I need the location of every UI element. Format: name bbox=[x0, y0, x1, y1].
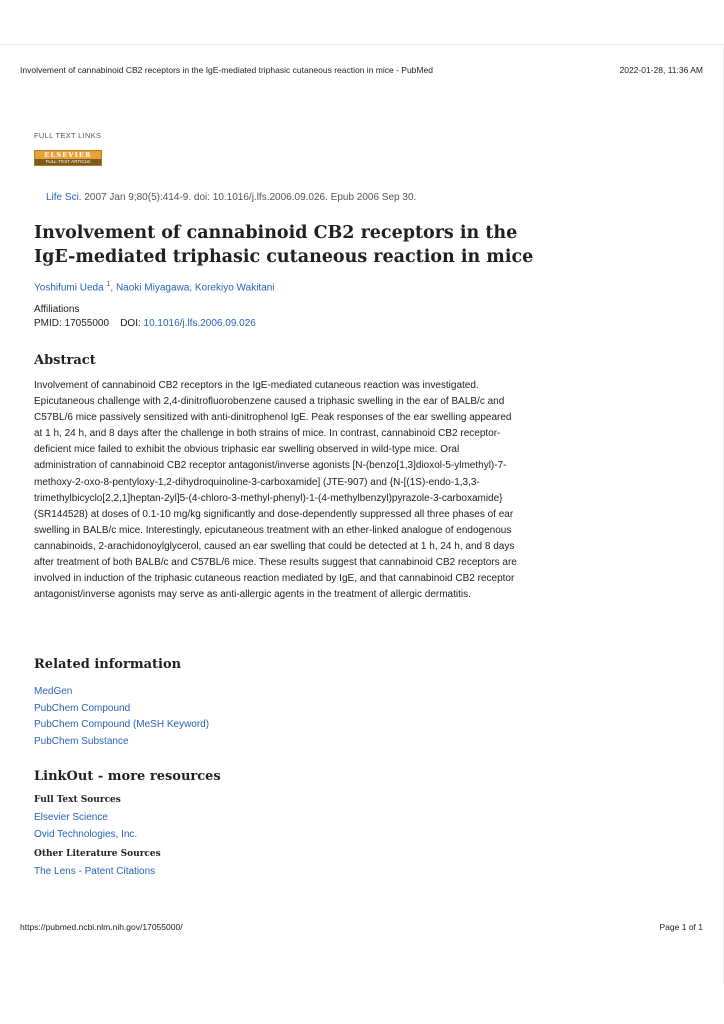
doi-link[interactable]: 10.1016/j.lfs.2006.09.026 bbox=[143, 318, 256, 329]
linkout-ovid-technologies[interactable]: Ovid Technologies, Inc. bbox=[34, 828, 138, 840]
abstract-text: Involvement of cannabinoid CB2 receptors in the IgE-mediated cutaneous reaction was investigated. Epicutaneous challenge with 2,4-dinitrofluorobenzene caused a triphasic swelling in the ear of BALB/c and C57BL/6 mice passively sensitized with anti-dinitrophenol IgE. Peak responses of the ear swelling appeared at 1 h, 24 h, and 8 days after the challenge in both strains of mice. In contrast, cannabinoid CB2 receptor-deficient mice failed to exhibit the obvious triphasic ear swelling observed in wild-type mice. Oral administration of cannabinoid CB2 receptor antagonist/inverse agonists [N-(benzo[1,3]dioxol-5-ylmethyl)-7-methoxy-2-oxo-8-pentyloxy-1,2-dihydroquinoline-3-carboxamide] (JTE-907) and {N-[(1S)-endo-1,3,3-trimethylbicyclo[2,2,1]heptan-2yl]5-(4-chloro-3-methyl-phenyl)-1-(4-methylbenzyl)pyrazole-3-carboxamide} (SR144528) at doses of 0.1-10 mg/kg significantly and dose-dependently suppressed all three phases of ear swelling in BALB/c mice. Interestingly, epicutaneous treatment with an ether-linked analogue of endogenous cannabinoids, 2-arachidonoylglycerol, caused an ear swelling that could be detected at 1 h, 24 h, and 8 days after treatment of both BALB/c and C57BL/6 mice. These results suggest that cannabinoid CB2 receptors are involved in induction of the triphasic cutaneous reaction mediated by IgE, and that cannabinoid CB2 receptor antagonist/inverse agonists may serve as anti-allergic agents in the treatment of allergic dermatitis. bbox=[34, 380, 517, 601]
linkout-elsevier-science[interactable]: Elsevier Science bbox=[34, 812, 108, 823]
abstract-heading: Abstract bbox=[34, 353, 96, 368]
full-text-article-text: FULL-TEXT ARTICLE bbox=[35, 159, 101, 165]
other-literature-sources-heading: Other Literature Sources bbox=[34, 849, 161, 859]
print-footer-url: https://pubmed.ncbi.nlm.nih.gov/17055000/ bbox=[20, 922, 183, 932]
author-link[interactable]: Yoshifumi Ueda bbox=[34, 282, 104, 294]
affiliation-marker[interactable]: 1 bbox=[106, 281, 111, 288]
linkout-heading: LinkOut - more resources bbox=[34, 769, 221, 784]
print-header-datetime: 2022-01-28, 11:36 AM bbox=[619, 65, 703, 75]
citation-details: 2007 Jan 9;80(5):414-9. doi: 10.1016/j.lfs.2006.09.026. Epub 2006 Sep 30. bbox=[81, 192, 417, 203]
affiliations-toggle[interactable]: Affiliations bbox=[34, 304, 80, 315]
article-title: Involvement of cannabinoid CB2 receptors in the IgE-mediated triphasic cutaneous reaction in mice bbox=[34, 223, 534, 267]
elsevier-logo-text: ELSEVIER bbox=[44, 151, 92, 159]
author-link[interactable]: Naoki Miyagawa bbox=[115, 282, 190, 294]
elsevier-full-text-button[interactable] bbox=[34, 150, 102, 166]
full-text-sources-heading: Full Text Sources bbox=[34, 795, 121, 805]
author-separator: , bbox=[110, 282, 116, 294]
author-separator: , bbox=[189, 282, 195, 294]
journal-link[interactable]: Life Sci. bbox=[46, 192, 82, 203]
full-text-links-label: FULL TEXT LINKS bbox=[34, 131, 102, 140]
doi-label: DOI: bbox=[120, 318, 144, 329]
citation bbox=[46, 192, 416, 203]
related-information-heading: Related information bbox=[34, 657, 182, 672]
print-header-title: Involvement of cannabinoid CB2 receptors in the IgE-mediated triphasic cutaneous reaction in mice - PubMed bbox=[20, 65, 433, 75]
related-link-pubchem-substance[interactable]: PubChem Substance bbox=[34, 735, 129, 747]
other-literature-sources-list bbox=[34, 864, 155, 881]
page-top-border bbox=[0, 44, 724, 45]
print-footer-page: Page 1 of 1 bbox=[659, 922, 703, 932]
linkout-the-lens[interactable]: The Lens - Patent Citations bbox=[34, 866, 156, 877]
related-link-pubchem-compound[interactable]: PubChem Compound bbox=[34, 702, 131, 714]
related-link-medgen[interactable]: MedGen bbox=[34, 686, 73, 697]
author-list bbox=[34, 281, 275, 293]
author-link[interactable]: Korekiyo Wakitani bbox=[194, 282, 275, 294]
pmid-label: PMID: bbox=[34, 318, 65, 329]
related-information-list bbox=[34, 684, 209, 750]
pmid-value: 17055000 bbox=[64, 318, 110, 329]
article-identifiers bbox=[34, 318, 256, 329]
related-link-pubchem-compound-mesh[interactable]: PubChem Compound (MeSH Keyword) bbox=[34, 719, 210, 730]
full-text-sources-list bbox=[34, 810, 137, 843]
